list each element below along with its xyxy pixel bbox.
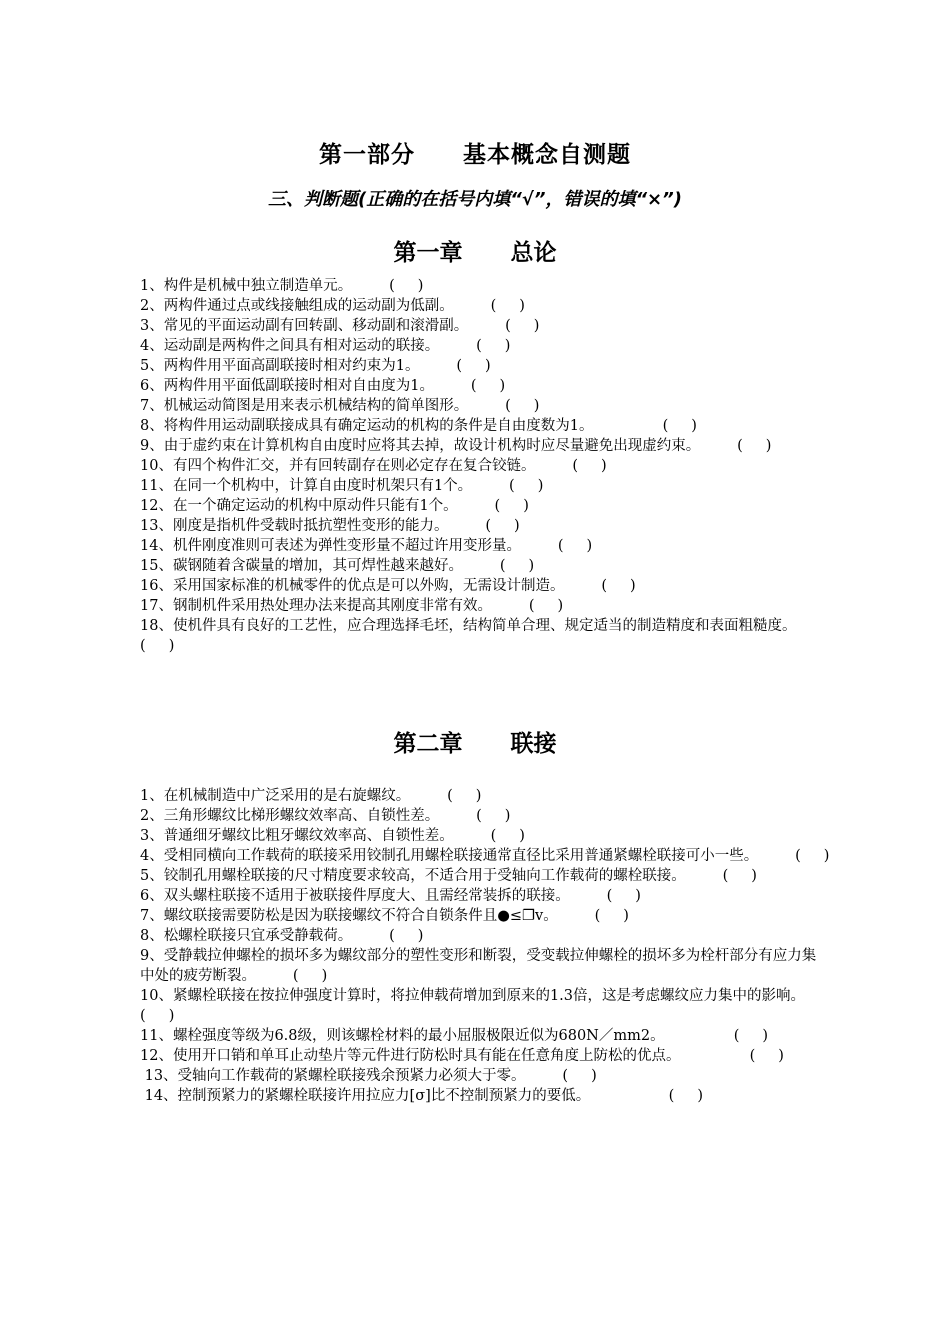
chapter2-number: 第二章	[393, 731, 463, 757]
question-item: 2、三角形螺纹比梯形螺纹效率高、自锁性差。 ( )	[140, 808, 511, 824]
chapter1-name: 总论	[510, 240, 557, 266]
question-item: 11、螺栓强度等级为6.8级，则该螺栓材料的最小屈服极限近似为680N／mm2。 ( )	[140, 1028, 769, 1044]
chapter1-question-list	[140, 276, 834, 656]
question-item: 7、机械运动简图是用来表示机械结构的简单图形。 ( )	[140, 398, 540, 414]
question-item: 10、有四个构件汇交，并有回转副存在则必定存在复合铰链。 ( )	[140, 458, 607, 474]
part-title-text: 基本概念自测题	[463, 142, 631, 168]
chapter2-question-list	[140, 786, 842, 1106]
question-item: 4、运动副是两构件之间具有相对运动的联接。 ( )	[140, 338, 511, 354]
question-item: 14、机件刚度准则可表述为弹性变形量不超过许用变形量。 ( )	[140, 538, 593, 554]
question-item: 1、在机械制造中广泛采用的是右旋螺纹。 ( )	[140, 788, 482, 804]
question-item: 6、双头螺柱联接不适用于被联接件厚度大、且需经常装拆的联接。 ( )	[140, 888, 641, 904]
question-item: 9、由于虚约束在计算机构自由度时应将其去掉，故设计机构时应尽量避免出现虚约束。 ( )	[140, 438, 772, 454]
question-item: 3、普通细牙螺纹比粗牙螺纹效率高、自锁性差。 ( )	[140, 828, 525, 844]
question-item: 7、螺纹联接需要防松是因为联接螺纹不符合自锁条件且●≤❐v。 ( )	[140, 908, 629, 924]
question-item: 10、紧螺栓联接在按拉伸强度计算时，将拉伸载荷增加到原来的1.3倍，这是考虑螺纹应力集中的影响。 ( )	[140, 988, 842, 1024]
part-title	[0, 136, 950, 169]
chapter1-number: 第一章	[393, 240, 463, 266]
question-item: 9、受静载拉伸螺栓的损坏多为螺纹部分的塑性变形和断裂，受变载拉伸螺栓的损坏多为栓杆部分有应力集中处的疲劳断裂。 ( )	[140, 948, 817, 984]
question-item: 14、控制预紧力的紧螺栓联接许用拉应力[σ]比不控制预紧力的要低。 ( )	[140, 1088, 703, 1104]
question-item: 5、两构件用平面高副联接时相对约束为1。 ( )	[140, 358, 491, 374]
chapter2-name: 联接	[510, 731, 557, 757]
question-item: 17、钢制机件采用热处理办法来提高其刚度非常有效。 ( )	[140, 598, 564, 614]
question-item: 5、铰制孔用螺栓联接的尺寸精度要求较高，不适合用于受轴向工作载荷的螺栓联接。 ( )	[140, 868, 757, 884]
question-item: 12、使用开口销和单耳止动垫片等元件进行防松时具有能在任意角度上防松的优点。 ( )	[140, 1048, 784, 1064]
question-item: 16、采用国家标准的机械零件的优点是可以外购，无需设计制造。 ( )	[140, 578, 636, 594]
question-item: 12、在一个确定运动的机构中原动件只能有1个。 ( )	[140, 498, 529, 514]
question-item: 15、碳钢随着含碳量的增加，其可焊性越来越好。 ( )	[140, 558, 535, 574]
question-item: 8、将构件用运动副联接成具有确定运动的机构的条件是自由度数为1。 ( )	[140, 418, 697, 434]
question-item: 11、在同一个机构中，计算自由度时机架只有1个。 ( )	[140, 478, 544, 494]
chapter1-title	[0, 234, 950, 267]
question-item: 2、两构件通过点或线接触组成的运动副为低副。 ( )	[140, 298, 525, 314]
part-title-number: 第一部分	[319, 142, 415, 168]
question-item: 13、受轴向工作载荷的紧螺栓联接残余预紧力必须大于零。 ( )	[140, 1068, 597, 1084]
question-item: 8、松螺栓联接只宜承受静载荷。 ( )	[140, 928, 424, 944]
question-item: 18、使机件具有良好的工艺性，应合理选择毛坯，结构简单合理、规定适当的制造精度和表面粗糙度。 ( )	[140, 618, 834, 654]
question-item: 4、受相同横向工作载荷的联接采用铰制孔用螺栓联接通常直径比采用普通紧螺栓联接可小一些。 ( )	[140, 848, 830, 864]
question-item: 1、构件是机械中独立制造单元。 ( )	[140, 278, 424, 294]
question-item: 3、常见的平面运动副有回转副、移动副和滚滑副。 ( )	[140, 318, 540, 334]
section-title: 三、判断题(正确的在括号内填“√”，错误的填“×”)	[268, 189, 682, 210]
chapter2-title	[0, 725, 950, 758]
question-item: 6、两构件用平面低副联接时相对自由度为1。 ( )	[140, 378, 506, 394]
question-item: 13、刚度是指机件受载时抵抗塑性变形的能力。 ( )	[140, 518, 520, 534]
